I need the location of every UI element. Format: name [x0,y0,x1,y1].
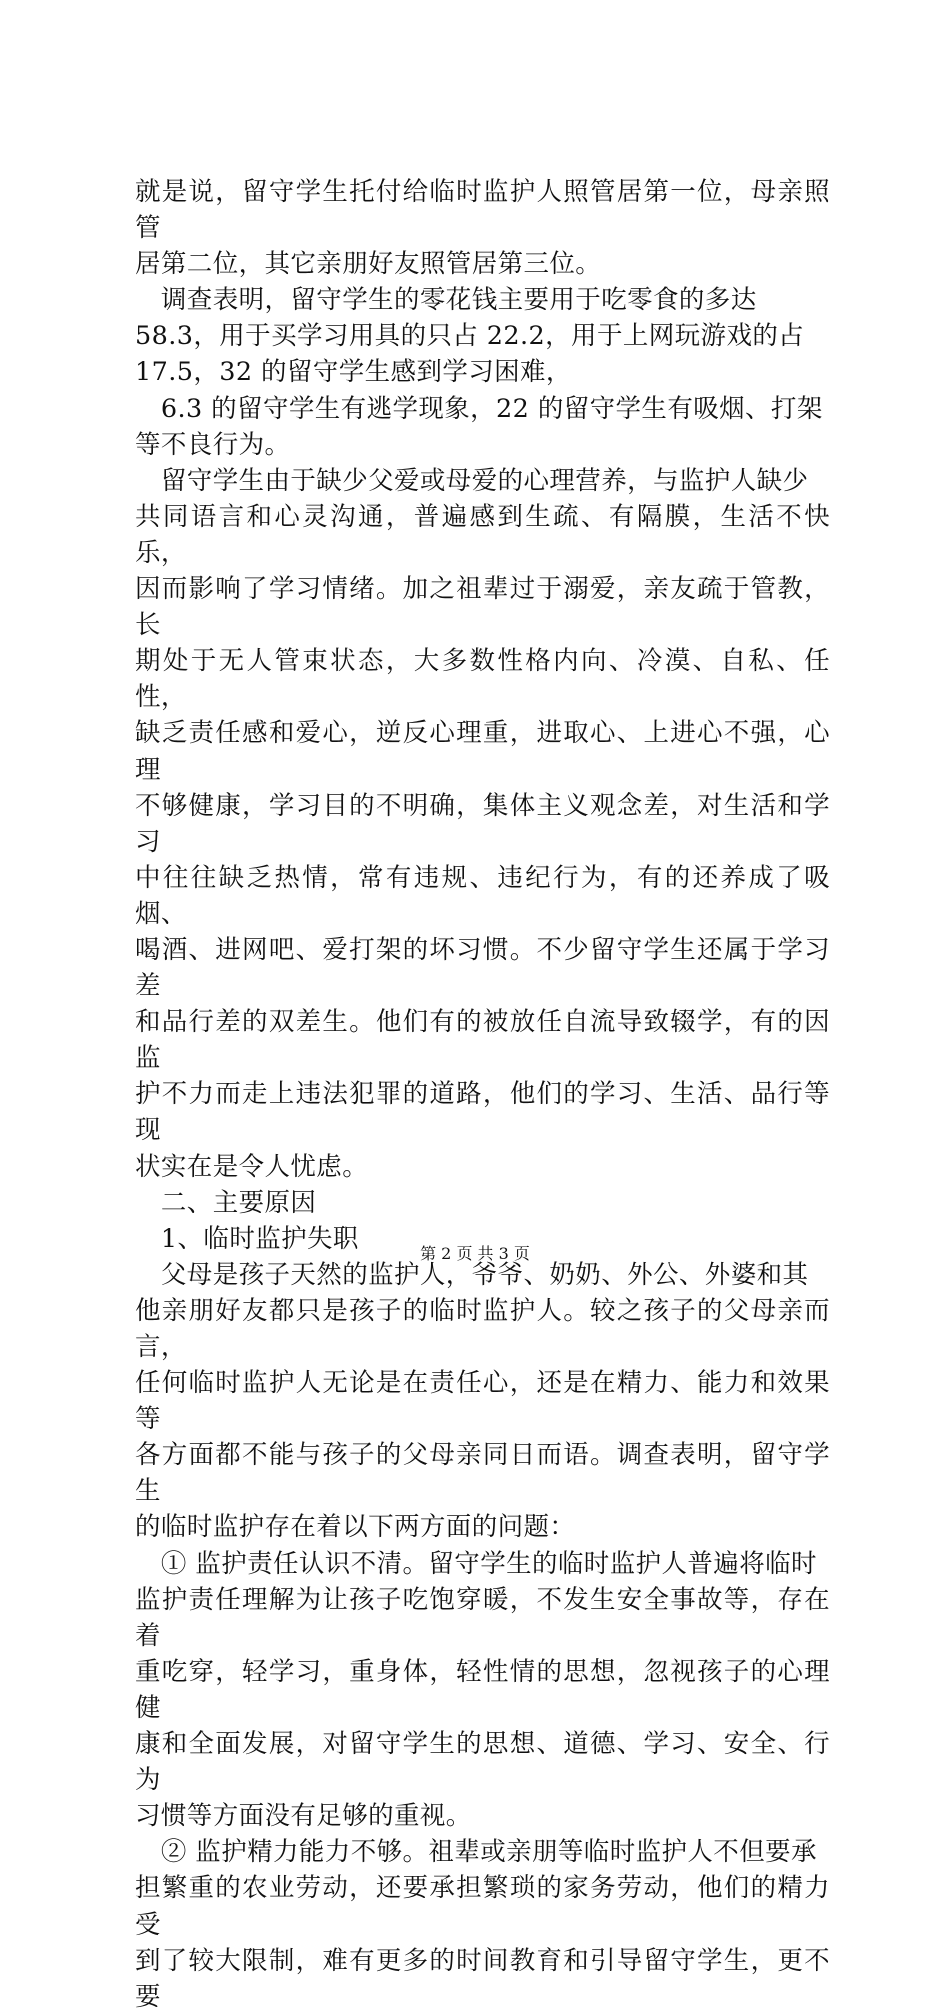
text-line: 父母是孩子天然的监护人，爷爷、奶奶、外公、外婆和其 [135,1259,809,1290]
text-line: 期处于无人管束状态，大多数性格内向、冷漠、自私、任性， [135,646,830,713]
text-line: 留守学生由于缺少父爱或母爱的心理营养，与监护人缺少 [135,465,809,496]
text-line: 护不力而走上违法犯罪的道路，他们的学习、生活、品行等现 [135,1079,830,1146]
text-line: 不够健康，学习目的不明确，集体主义观念差，对生活和学习 [135,790,830,857]
text-line: 6.3 的留守学生有逃学现象，22 的留守学生有吸烟、打架 [135,393,823,424]
text-line: 中往往缺乏热情，常有违规、违纪行为，有的还养成了吸烟、 [135,862,830,929]
text-line: 任何临时监护人无论是在责任心，还是在精力、能力和效果等 [135,1368,830,1435]
text-line: ① 监护责任认识不清。留守学生的临时监护人普遍将临时 [135,1548,817,1579]
text-line: 等不良行为。 [135,429,291,460]
text-line: 到了较大限制，难有更多的时间教育和引导留守学生，更不要 [135,1945,830,2012]
section-heading: 二、主要原因 [135,1187,317,1218]
text-line: 喝酒、进网吧、爱打架的坏习惯。不少留守学生还属于学习差 [135,934,830,1002]
text-line: 监护责任理解为让孩子吃饱穿暖，不发生安全事故等，存在着 [135,1584,830,1651]
text-line: 的临时监护存在着以下两方面的问题： [135,1512,576,1543]
text-line: 就是说，留守学生托付给临时监护人照管居第一位，母亲照管 [135,177,830,244]
text-line: 58.3，用于买学习用具的只占 22.2，用于上网玩游戏的占 [135,321,805,352]
text-line: 状实在是令人忧虑。 [135,1151,369,1182]
text-line: 他亲朋好友都只是孩子的临时监护人。较之孩子的父母亲而言， [135,1295,830,1362]
text-line: ② 监护精力能力不够。祖辈或亲朋等临时监护人不但要承 [135,1837,817,1868]
body-text [135,174,830,2015]
text-line: 因而影响了学习情绪。加之祖辈过于溺爱，亲友疏于管教，长 [135,574,830,641]
text-line: 重吃穿，轻学习，重身体，轻性情的思想，忽视孩子的心理健 [135,1656,830,1723]
text-line: 居第二位，其它亲朋好友照管居第三位。 [135,249,602,280]
text-line: 共同语言和心灵沟通，普遍感到生疏、有隔膜，生活不快乐， [135,501,830,568]
text-line: 担繁重的农业劳动，还要承担繁琐的家务劳动，他们的精力受 [135,1873,830,1940]
text-line: 各方面都不能与孩子的父母亲同日而语。调查表明，留守学生 [135,1440,830,1507]
text-line: 17.5，32 的留守学生感到学习困难， [135,357,572,388]
text-line: 缺乏责任感和爱心，逆反心理重，进取心、上进心不强，心理 [135,718,830,785]
text-line: 调查表明，留守学生的零花钱主要用于吃零食的多达 [135,285,757,316]
text-line: 习惯等方面没有足够的重视。 [135,1801,472,1832]
subsection-heading: 1、临时监护失职 [135,1223,359,1254]
page-footer: 第 2 页 共 3 页 [420,1244,530,1263]
text-line: 和品行差的双差生。他们有的被放任自流导致辍学，有的因监 [135,1007,830,1074]
text-line: 康和全面发展，对留守学生的思想、道德、学习、安全、行为 [135,1729,830,1796]
